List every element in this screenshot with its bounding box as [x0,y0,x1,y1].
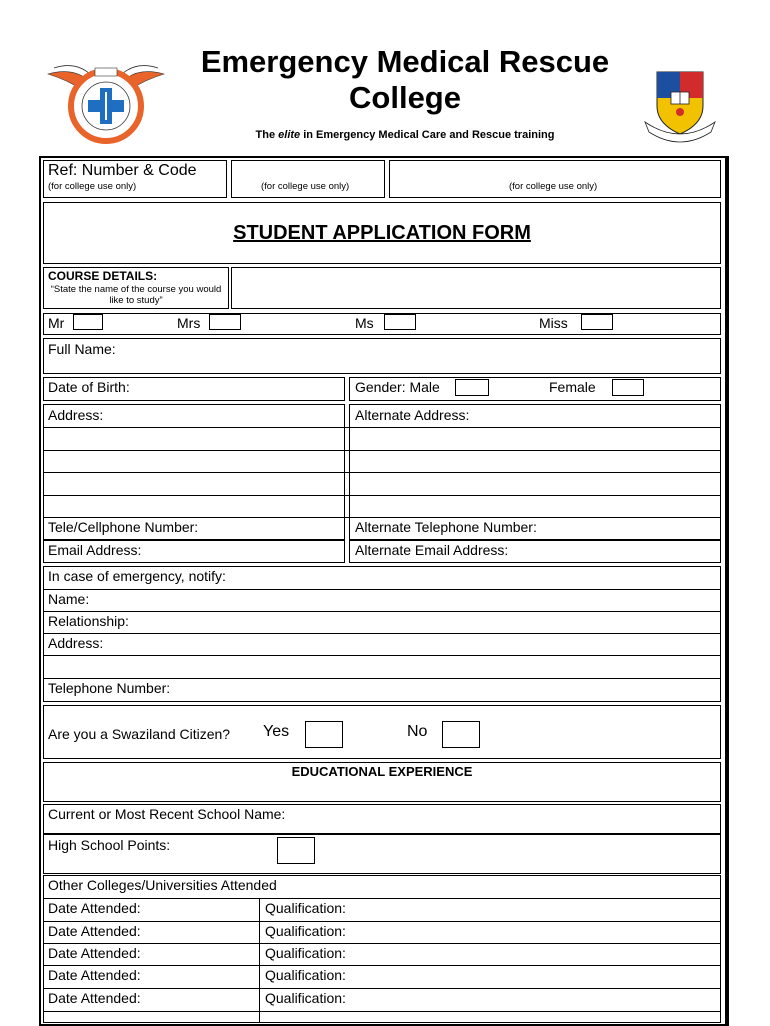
form-shadow-right [725,158,728,1024]
citizen-no-label: No [407,723,428,740]
points-input[interactable] [277,837,315,864]
dob-label: Date of Birth: [48,379,130,395]
address-label: Address: [48,407,104,423]
alt-email-field[interactable] [349,540,721,563]
ref-cell-2[interactable] [231,160,385,198]
title-ms-checkbox[interactable] [384,314,416,330]
logo-ring-text: EMERGENCY MEDICAL RESCUE COLLEGE [64,146,148,151]
college-row-date-label[interactable]: Date Attended: [48,923,141,939]
emergency-relationship-label[interactable]: Relationship: [48,613,129,629]
alt-tele-label: Alternate Telephone Number: [355,519,537,535]
title-line-1: Emergency Medical Rescue [200,44,610,79]
education-heading: EDUCATIONAL EXPERIENCE [291,764,473,779]
tagline-prefix: The [255,129,279,141]
tagline-suffix: in Emergency Medical Care and Rescue training [300,129,555,141]
citizen-yes-label: Yes [263,723,290,740]
gender-female-checkbox[interactable] [612,379,644,396]
course-input[interactable] [231,267,721,309]
college-row-line [43,921,721,922]
page-header [0,0,770,158]
form-title: STUDENT APPLICATION FORM [233,222,531,244]
ref-cell-3[interactable] [389,160,721,198]
alt-email-label: Alternate Email Address: [355,542,509,558]
gender-male-checkbox[interactable] [455,379,489,396]
address-line [43,495,721,496]
college-row-line [43,988,721,989]
school-label: Current or Most Recent School Name: [48,806,286,822]
title-mrs-checkbox[interactable] [209,314,241,330]
points-label: High School Points: [48,837,171,853]
ref-note-1: (for college use only) [48,181,137,192]
alt-address-label: Alternate Address: [355,407,470,423]
emergency-telephone-label[interactable]: Telephone Number: [48,680,171,696]
college-column-divider [259,898,260,1023]
address-line [43,427,721,428]
college-row-line [43,965,721,966]
college-row-qualification-label[interactable]: Qualification: [265,945,346,961]
address-line [43,517,721,518]
other-colleges-label: Other Colleges/Universities Attended [48,877,277,893]
title-ms-label: Ms [355,315,374,331]
citizen-yes-checkbox[interactable] [305,721,343,748]
crest-logo-right [643,66,717,144]
title-row [43,313,721,335]
citizen-no-checkbox[interactable] [442,721,480,748]
emergency-name-label[interactable]: Name: [48,591,90,607]
college-row-qualification-label[interactable]: Qualification: [265,923,346,939]
college-row-line [43,943,721,944]
college-row-line [43,1011,721,1012]
citizen-question: Are you a Swaziland Citizen? [48,726,231,742]
ref-note-2: (for college use only) [261,181,350,192]
college-row-qualification-label[interactable]: Qualification: [265,900,346,916]
address-line [43,472,721,473]
emergency-line [43,589,721,590]
college-row-qualification-label[interactable]: Qualification: [265,967,346,983]
gender-male-label: Gender: Male [355,379,440,395]
course-hint: “State the name of the course you would like to study” [50,284,222,306]
emergency-line [43,611,721,612]
title-mr-label: Mr [48,315,65,331]
tele-label: Tele/Cellphone Number: [48,519,199,535]
college-row-date-label[interactable]: Date Attended: [48,945,141,961]
address-line [43,450,721,451]
college-row-date-label[interactable]: Date Attended: [48,990,141,1006]
ref-label: Ref: Number & Code [48,162,197,179]
page-title [170,44,640,116]
college-logo-left [46,62,166,144]
gender-female-label: Female [549,379,596,395]
college-row-date-label[interactable]: Date Attended: [48,967,141,983]
application-form [39,156,727,1024]
college-row-qualification-label[interactable]: Qualification: [265,990,346,1006]
full-name-field[interactable] [43,338,721,374]
email-field[interactable] [43,540,345,563]
tagline-emphasis: elite [278,129,301,141]
emergency-line [43,678,721,679]
course-label: COURSE DETAILS: [48,269,158,283]
tagline [170,129,640,141]
emergency-line [43,633,721,634]
title-miss-label: Miss [539,315,568,331]
title-mr-checkbox[interactable] [73,314,103,330]
college-row-date-label[interactable]: Date Attended: [48,900,141,916]
ref-note-3: (for college use only) [509,181,598,192]
title-mrs-label: Mrs [177,315,201,331]
title-miss-checkbox[interactable] [581,314,613,330]
emergency-heading: In case of emergency, notify: [48,568,226,584]
full-name-label: Full Name: [48,341,116,357]
emergency-line [43,655,721,656]
emergency-address-label[interactable]: Address: [48,635,104,651]
title-line-2: College [349,80,461,115]
college-row-line [43,898,721,899]
email-label: Email Address: [48,542,142,558]
